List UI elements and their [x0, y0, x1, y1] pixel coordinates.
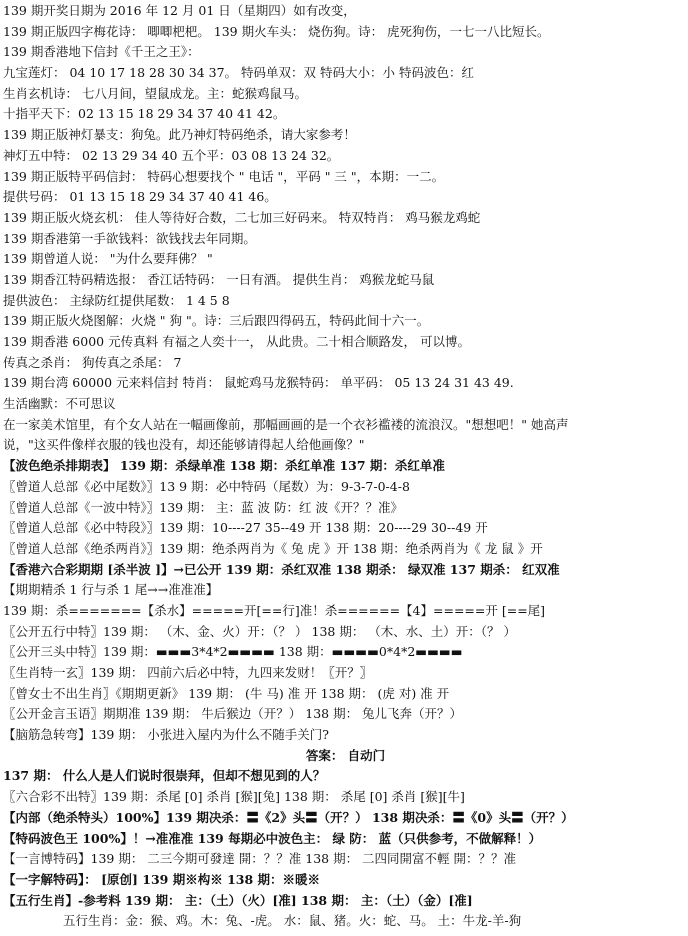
text-line: 139 期曾道人说： "为什么要拜佛？ ": [3, 251, 213, 267]
section-line: 【香港六合彩期期 [杀半波 ]】→已公开 139 期：杀红双准 138 期杀： 绿双准 137 期杀： 红双准: [3, 561, 560, 577]
text-line: 139 期正版神灯暴支：狗兔。此乃神灯特码绝杀，请大家参考！: [3, 127, 356, 143]
text-line: 〖曾道人总部《必中尾数》〗13 9 期：必中特码（尾数）为：9-3-7-0-4-8: [3, 478, 410, 494]
text-line: 五行生肖：金：猴、鸡。木：兔、-虎。 水：鼠、猪。火：蛇、马。 土：牛龙-羊-狗: [63, 913, 522, 929]
text-line: 【一言博特码】139 期： 二三今期可發達 開：？？准 138 期： 二四同開富不輕 開：？？准: [3, 851, 517, 867]
section-line: 【内部（绝杀特头）100%】139 期决杀：〓《2》头〓（开？） 138 期决杀：〓《0》头〓（开？）: [3, 809, 574, 825]
section-line: 【五行生肖】-参考料 139 期： 主：（土）（火）[准] 138 期： 主：（土）（金）[准]: [3, 892, 473, 908]
text-line: 神灯五中特： 02 13 29 34 40 五个平：03 08 13 24 32。: [3, 147, 340, 163]
text-line: 〖曾道人总部《绝杀两肖》〗139 期：绝杀两肖为《 兔 虎 》开 138 期：绝杀两肖为《 龙 鼠 》开: [3, 540, 543, 556]
text-line: 【期期精杀 1 行与杀 1 尾→→准准准】: [3, 582, 219, 598]
text-line: 139 期正版火烧玄机： 佳人等待好合数，二七加三好码来。 特双特肖： 鸡马猴龙鸡蛇: [3, 209, 481, 225]
text-line: 137 期： 什么人是人们说时很崇拜，但却不想见到的人？: [3, 768, 326, 784]
text-line: 〖公开三头中特〗139 期：▬▬▬3*4*2▬▬▬▬ 138 期：▬▬▬▬0*4*2▬▬▬▬: [3, 644, 463, 660]
text-line: 传真之杀肖： 狗传真之杀尾： 7: [3, 354, 182, 370]
text-line: 生活幽默：不可思议: [3, 396, 116, 412]
text-line: 〖公开金言玉语〗期期准 139 期： 牛后猴边（开？） 138 期： 兔儿飞奔（开？）: [3, 706, 463, 722]
text-line: 九宝莲灯： 04 10 17 18 28 30 34 37。 特码单双：双 特码大小：小 特码波色：红: [3, 65, 474, 81]
text-line: 139 期正版四字梅花诗： 唧唧杷杷。 139 期火车头： 烧伤狗。诗： 虎死狗伤，一七一八比短长。: [3, 23, 550, 39]
text-line: 139 期香港 6000 元传真料 有福之人奕十一， 从此贵。二十相合顺路发， 可以博。: [3, 334, 471, 349]
text-line: 139 期：杀=======【杀水】=====开[==行]准！杀======【4】=====开 [==尾]: [3, 602, 546, 618]
draw-date-line: 139 期开奖日期为 2016 年 12 月 01 日（星期四）如有改变，: [3, 3, 356, 18]
text-line: 在一家美术馆里，有个女人站在一幅画像前，那幅画画的是一个衣衫褴褛的流浪汉。"想想吧！" 她高声: [3, 416, 569, 432]
text-line: 139 期香江特码精选报： 香江话特码： 一日有酒。 提供生肖： 鸡猴龙蛇马鼠: [3, 271, 435, 287]
section-line: 【波色绝杀排期表】 139 期：杀绿单准 138 期：杀红单准 137 期：杀红单准: [3, 458, 445, 474]
text-line: 说，"这买件像样衣服的钱也没有，却还能够请得起人给他画像？": [3, 437, 365, 453]
text-line: 139 期香港第一手欲钱料：欲钱找去年同期。: [3, 230, 256, 246]
text-line: 139 期正版特平码信封： 特码心想要找个 " 电话 "，平码 " 三 "，本期：一二。: [3, 168, 445, 184]
answer-line: 答案： 自动门: [305, 747, 386, 763]
text-line: 〖公开五行中特〗139 期： （木、金、火）开：（？ ） 138 期： （木、水、土）开：（？ ）: [3, 623, 517, 639]
section-line: 【一字解特码】： [原创] 139 期※构※ 138 期：※暖※: [3, 871, 321, 887]
text-line: 139 期正版火烧图解：火烧 " 狗 "。诗：三后跟四得码五，特码此间十六一。: [3, 313, 430, 329]
text-line: 〖曾女士不出生肖〗《期期更新》 139 期： (牛 马) 准 开 138 期： (虎 对) 准 开: [3, 685, 450, 701]
text-line: 〖六合彩不出特〗139 期：杀尾 [0] 杀肖 [猴][兔] 138 期： 杀尾 [0] 杀肖 [猴][牛]: [3, 789, 465, 805]
text-line: 提供号码： 01 13 15 18 29 34 37 40 41 46。: [3, 189, 277, 205]
section-line: 【特码波色王 100%】！→准准准 139 每期必中波色主： 绿 防： 蓝（只供参考，不做解释！）: [3, 830, 542, 846]
text-line: 〖曾道人总部《必中特段》〗139 期：10----27 35--49 开 138 期：20----29 30--49 开: [3, 520, 488, 536]
text-line: 〖曾道人总部《一波中特》〗139 期： 主：蓝 波 防：红 波《开？？准》: [3, 499, 403, 515]
text-line: 〖生肖特一玄〗139 期： 四前六后必中特，九四来发财！〖开？〗: [3, 665, 373, 680]
text-line: 生肖玄机诗： 七八月间，望鼠成龙。主：蛇猴鸡鼠马。: [3, 85, 307, 101]
text-line: 【脑筋急转弯】139 期： 小张进入屋内为什么不随手关门?: [3, 727, 330, 743]
text-line: 139 期台湾 60000 元来料信封 特肖： 鼠蛇鸡马龙猴特码： 单平码： 05 13 24 31 43 49.: [3, 375, 514, 391]
text-line: 139 期香港地下信封《千王之王》：: [3, 44, 200, 60]
text-line: 十指平天下：02 13 15 18 29 34 37 40 41 42。: [3, 106, 286, 122]
text-line: 提供波色： 主绿防红提供尾数： 1 4 5 8: [3, 292, 230, 308]
